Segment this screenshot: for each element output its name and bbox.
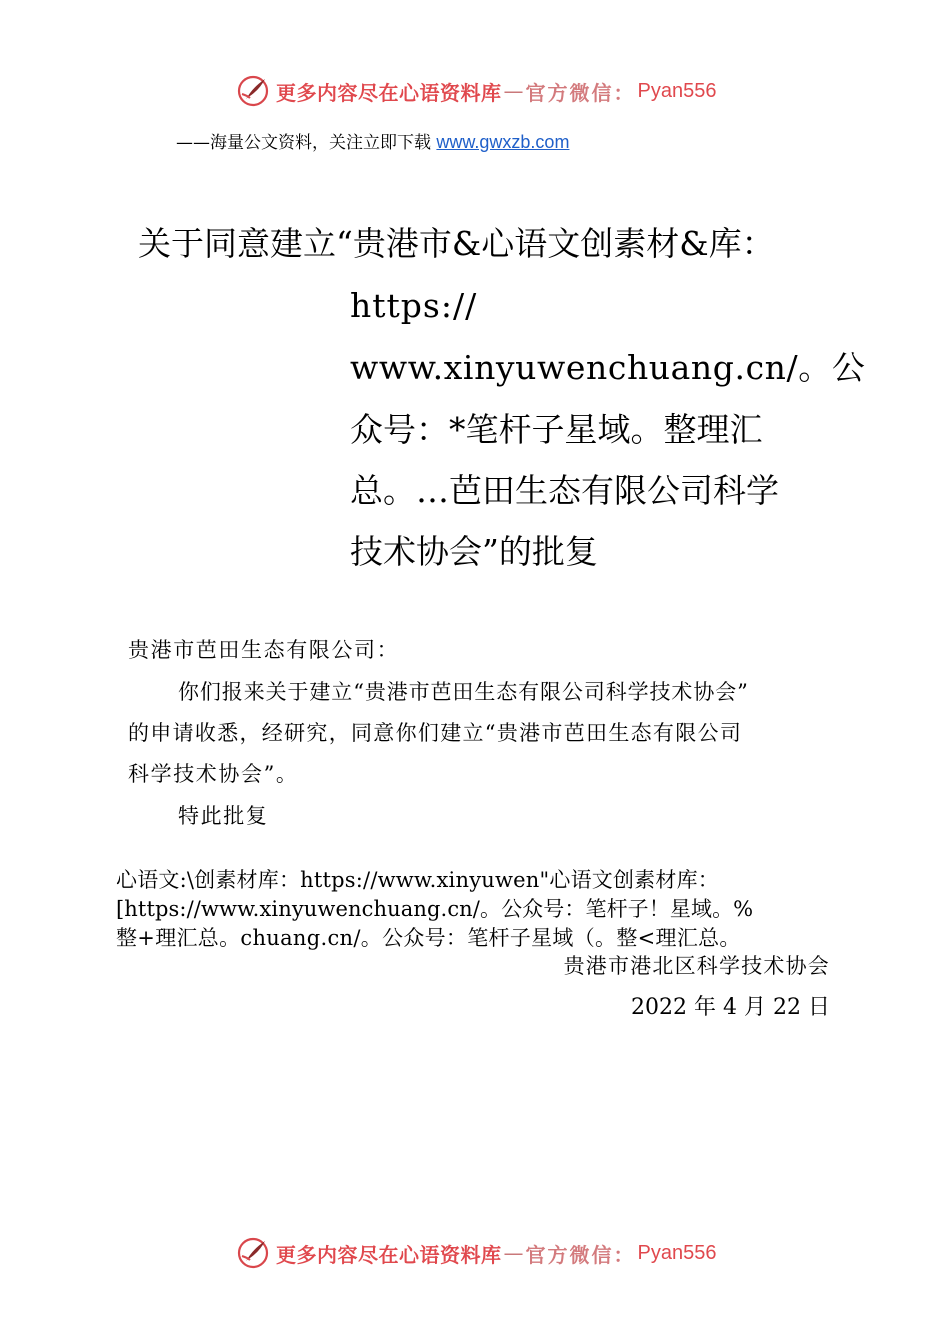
closing-phrase: 特此批复 [178,804,269,828]
watermark-note-line-1: 心语文:\创素材库：https://www.xinyuwen"心语文创素材库： [116,868,719,892]
watermark-note-line-3: 整+理汇总。chuang.cn/。公众号：笔杆子星域（。整<理汇总。 [116,926,741,950]
signature-date: 2022 年 4 月 22 日 [631,995,830,1020]
document-title-line-1: 关于同意建立“贵港市&心语文创素材&库： [138,224,775,263]
quill-logo-icon [236,1236,270,1270]
document-title-line-6: 技术协会”的批复 [350,532,598,571]
body-paragraph-line-2: 的申请收悉，经研究，同意你们建立“贵港市芭田生态有限公司 [128,721,743,745]
document-title-line-5: 总。…芭田生态有限公司科学 [350,471,779,510]
body-paragraph-line-1: 你们报来关于建立“贵港市芭田生态有限公司科学技术协会” [178,680,749,704]
banner-official-label: 官方微信： [525,1242,636,1267]
document-title-line-4: 众号：*笔杆子星域。整理汇 [350,410,763,449]
body-paragraph-line-3: 科学技术协会”。 [128,762,299,786]
document-title-line-3: www.xinyuwenchuang.cn/。公 [350,348,866,387]
footer-banner [236,1236,716,1270]
banner-wechat-id: Pyan556 [637,1241,717,1264]
quill-logo-icon [236,74,270,108]
header-banner [236,74,716,108]
signature-organization: 贵港市港北区科学技术协会 [563,954,830,978]
banner-text: 更多内容尽在心语资料库 [276,1242,502,1267]
document-title-line-2: https:// [350,286,478,325]
banner-separator: — [503,1241,524,1265]
addressee: 贵港市芭田生态有限公司： [128,638,400,662]
watermark-note-line-2: [https://www.xinyuwenchuang.cn/。公众号：笔杆子！星域。% [116,897,754,921]
download-note [176,128,569,153]
banner-text: 更多内容尽在心语资料库 [276,80,502,105]
download-note-prefix: ——海量公文资料，关注立即下载 [176,133,437,153]
download-link[interactable]: www.gwxzb.com [436,132,570,152]
banner-official-label: 官方微信： [525,80,636,105]
banner-wechat-id: Pyan556 [637,79,717,102]
banner-separator: — [503,79,524,103]
